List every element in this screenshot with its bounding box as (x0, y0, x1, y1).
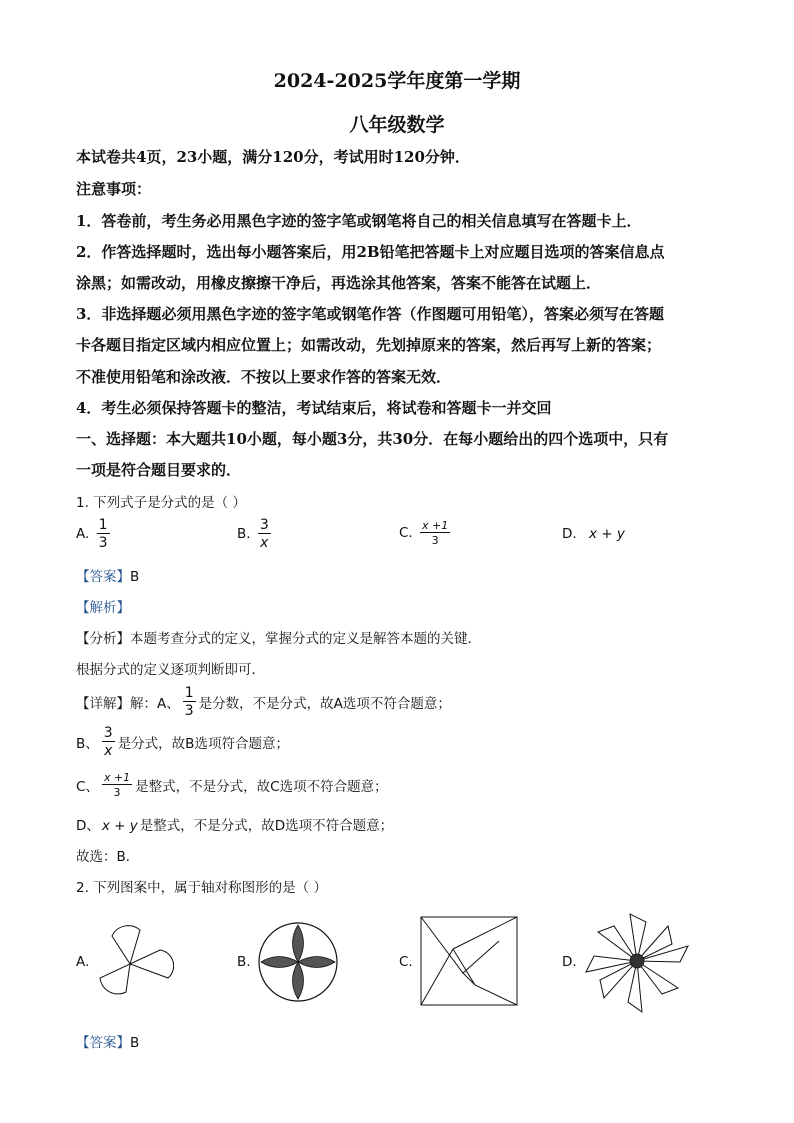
option-b-fraction (258, 517, 271, 551)
detail-tag: 【详解】 (76, 696, 130, 712)
fenxi-text: 本题考查分式的定义，掌握分式的定义是解答本题的关键． (130, 631, 481, 647)
square-spiral-figure (419, 915, 519, 1007)
notes-title: 注意事项： (76, 180, 152, 198)
answer-value: B (130, 569, 140, 585)
option-b-label: B. (237, 526, 251, 542)
detail-a-numerator: 1 (184, 685, 194, 701)
option-c-fraction (420, 519, 450, 547)
windmill-figure (582, 906, 692, 1016)
detail-b-denominator: x (104, 743, 113, 759)
note-2-line-1: 2．作答选择题时，选出每小题答案后，用2B铅笔把答题卡上对应题目选项的答案信息点 (76, 243, 665, 261)
detail-a-denominator: 3 (184, 703, 194, 719)
note-3-line-3: 不准使用铅笔和涂改液．不按以上要求作答的答案无效． (76, 368, 452, 386)
detail-c-numerator: x +1 (103, 771, 131, 784)
detail-c-prefix: C、 (76, 779, 99, 795)
answer-tag: 【答案】 (76, 569, 130, 585)
option-c-denominator: 3 (431, 534, 439, 547)
circle-flower-figure (257, 921, 339, 1003)
detail-c-denominator: 3 (113, 786, 121, 799)
question-1-stem: 1. 下列式子是分式的是（ ） (76, 495, 246, 511)
section-1-heading-line-2: 一项是符合题目要求的． (76, 461, 242, 479)
question-1-fenxi (76, 627, 481, 647)
option-a-numerator: 1 (98, 517, 108, 533)
option-b-numerator: 3 (259, 517, 269, 533)
question-2-answer (76, 1031, 139, 1051)
note-4: 4．考生必须保持答题卡的整洁，考试结束后，将试卷和答题卡一并交回 (76, 399, 552, 417)
option-d-expression: x + y (588, 526, 625, 542)
detail-b-fraction (102, 725, 115, 759)
option-c-numerator: x +1 (422, 519, 449, 532)
question-1-conclusion: 故选：B． (76, 849, 140, 865)
detail-b-numerator: 3 (103, 725, 113, 741)
section-1-heading-line-1: 一、选择题：本大题共10小题，每小题3分，共30分．在每小题给出的四个选项中，只有 (76, 430, 669, 448)
question-1-detail-c (76, 771, 388, 799)
option-d-label: D. (562, 526, 577, 542)
question-1-answer (76, 565, 139, 585)
question-1-option-a (76, 517, 113, 551)
detail-d-prefix: D、 (76, 818, 100, 834)
detail-d-text: 是整式，不是分式，故D选项不符合题意； (139, 818, 394, 834)
question-2-option-d-label: D. (562, 954, 577, 970)
question-1-basis: 根据分式的定义逐项判断即可． (76, 662, 265, 678)
option-a-fraction (97, 517, 110, 551)
option-c-label: C. (399, 525, 413, 541)
analysis-tag: 【解析】 (76, 600, 130, 616)
detail-a-fraction (183, 685, 196, 719)
question-1-option-c (399, 519, 453, 547)
answer-tag: 【答案】 (76, 1035, 130, 1051)
detail-c-text: 是整式，不是分式，故C选项不符合题意； (135, 779, 388, 795)
question-2-option-c-label: C. (399, 954, 413, 970)
question-1-detail-a (76, 685, 451, 719)
option-a-label: A. (76, 526, 90, 542)
exam-info: 本试卷共4页，23小题，满分120分，考试用时120分钟． (76, 148, 470, 166)
fenxi-tag: 【分析】 (76, 631, 130, 647)
option-a-denominator: 3 (98, 535, 108, 551)
page-title: 2024-2025学年度第一学期 (273, 70, 521, 92)
page-subtitle: 八年级数学 (349, 114, 445, 136)
note-1: 1．答卷前，考生务必用黑色字迹的签字笔或钢笔将自己的相关信息填写在答题卡上． (76, 212, 642, 230)
note-3-line-1: 3．非选择题必须用黑色字迹的签字笔或钢笔作答（作图题可用铅笔），答案必须写在答题 (76, 305, 664, 323)
question-1-detail-d (76, 814, 393, 834)
question-2-stem: 2. 下列图案中，属于轴对称图形的是（ ） (76, 880, 327, 896)
question-2-option-a-label: A. (76, 954, 90, 970)
question-2-option-b-label: B. (237, 954, 251, 970)
detail-c-fraction (102, 771, 132, 799)
detail-a-text: 是分数，不是分式，故A选项不符合题意； (198, 696, 451, 712)
answer-value: B (130, 1035, 140, 1051)
pinwheel-figure (94, 920, 174, 1000)
note-2-line-2: 涂黑；如需改动，用橡皮擦擦干净后，再选涂其他答案，答案不能答在试题上． (76, 274, 602, 292)
question-1-detail-b (76, 725, 289, 759)
detail-b-prefix: B、 (76, 736, 99, 752)
note-3-line-2: 卡各题目指定区域内相应位置上；如需改动，先划掉原来的答案，然后再写上新的答案； (76, 336, 662, 354)
question-1-option-d (562, 526, 625, 542)
question-1-option-b (237, 517, 274, 551)
detail-d-expression: x + y (101, 818, 138, 834)
question-1-analysis-tag (76, 596, 130, 616)
detail-b-text: 是分式，故B选项符合题意； (117, 736, 289, 752)
detail-a-prefix: 解：A、 (130, 696, 180, 712)
option-b-denominator: x (260, 535, 269, 551)
